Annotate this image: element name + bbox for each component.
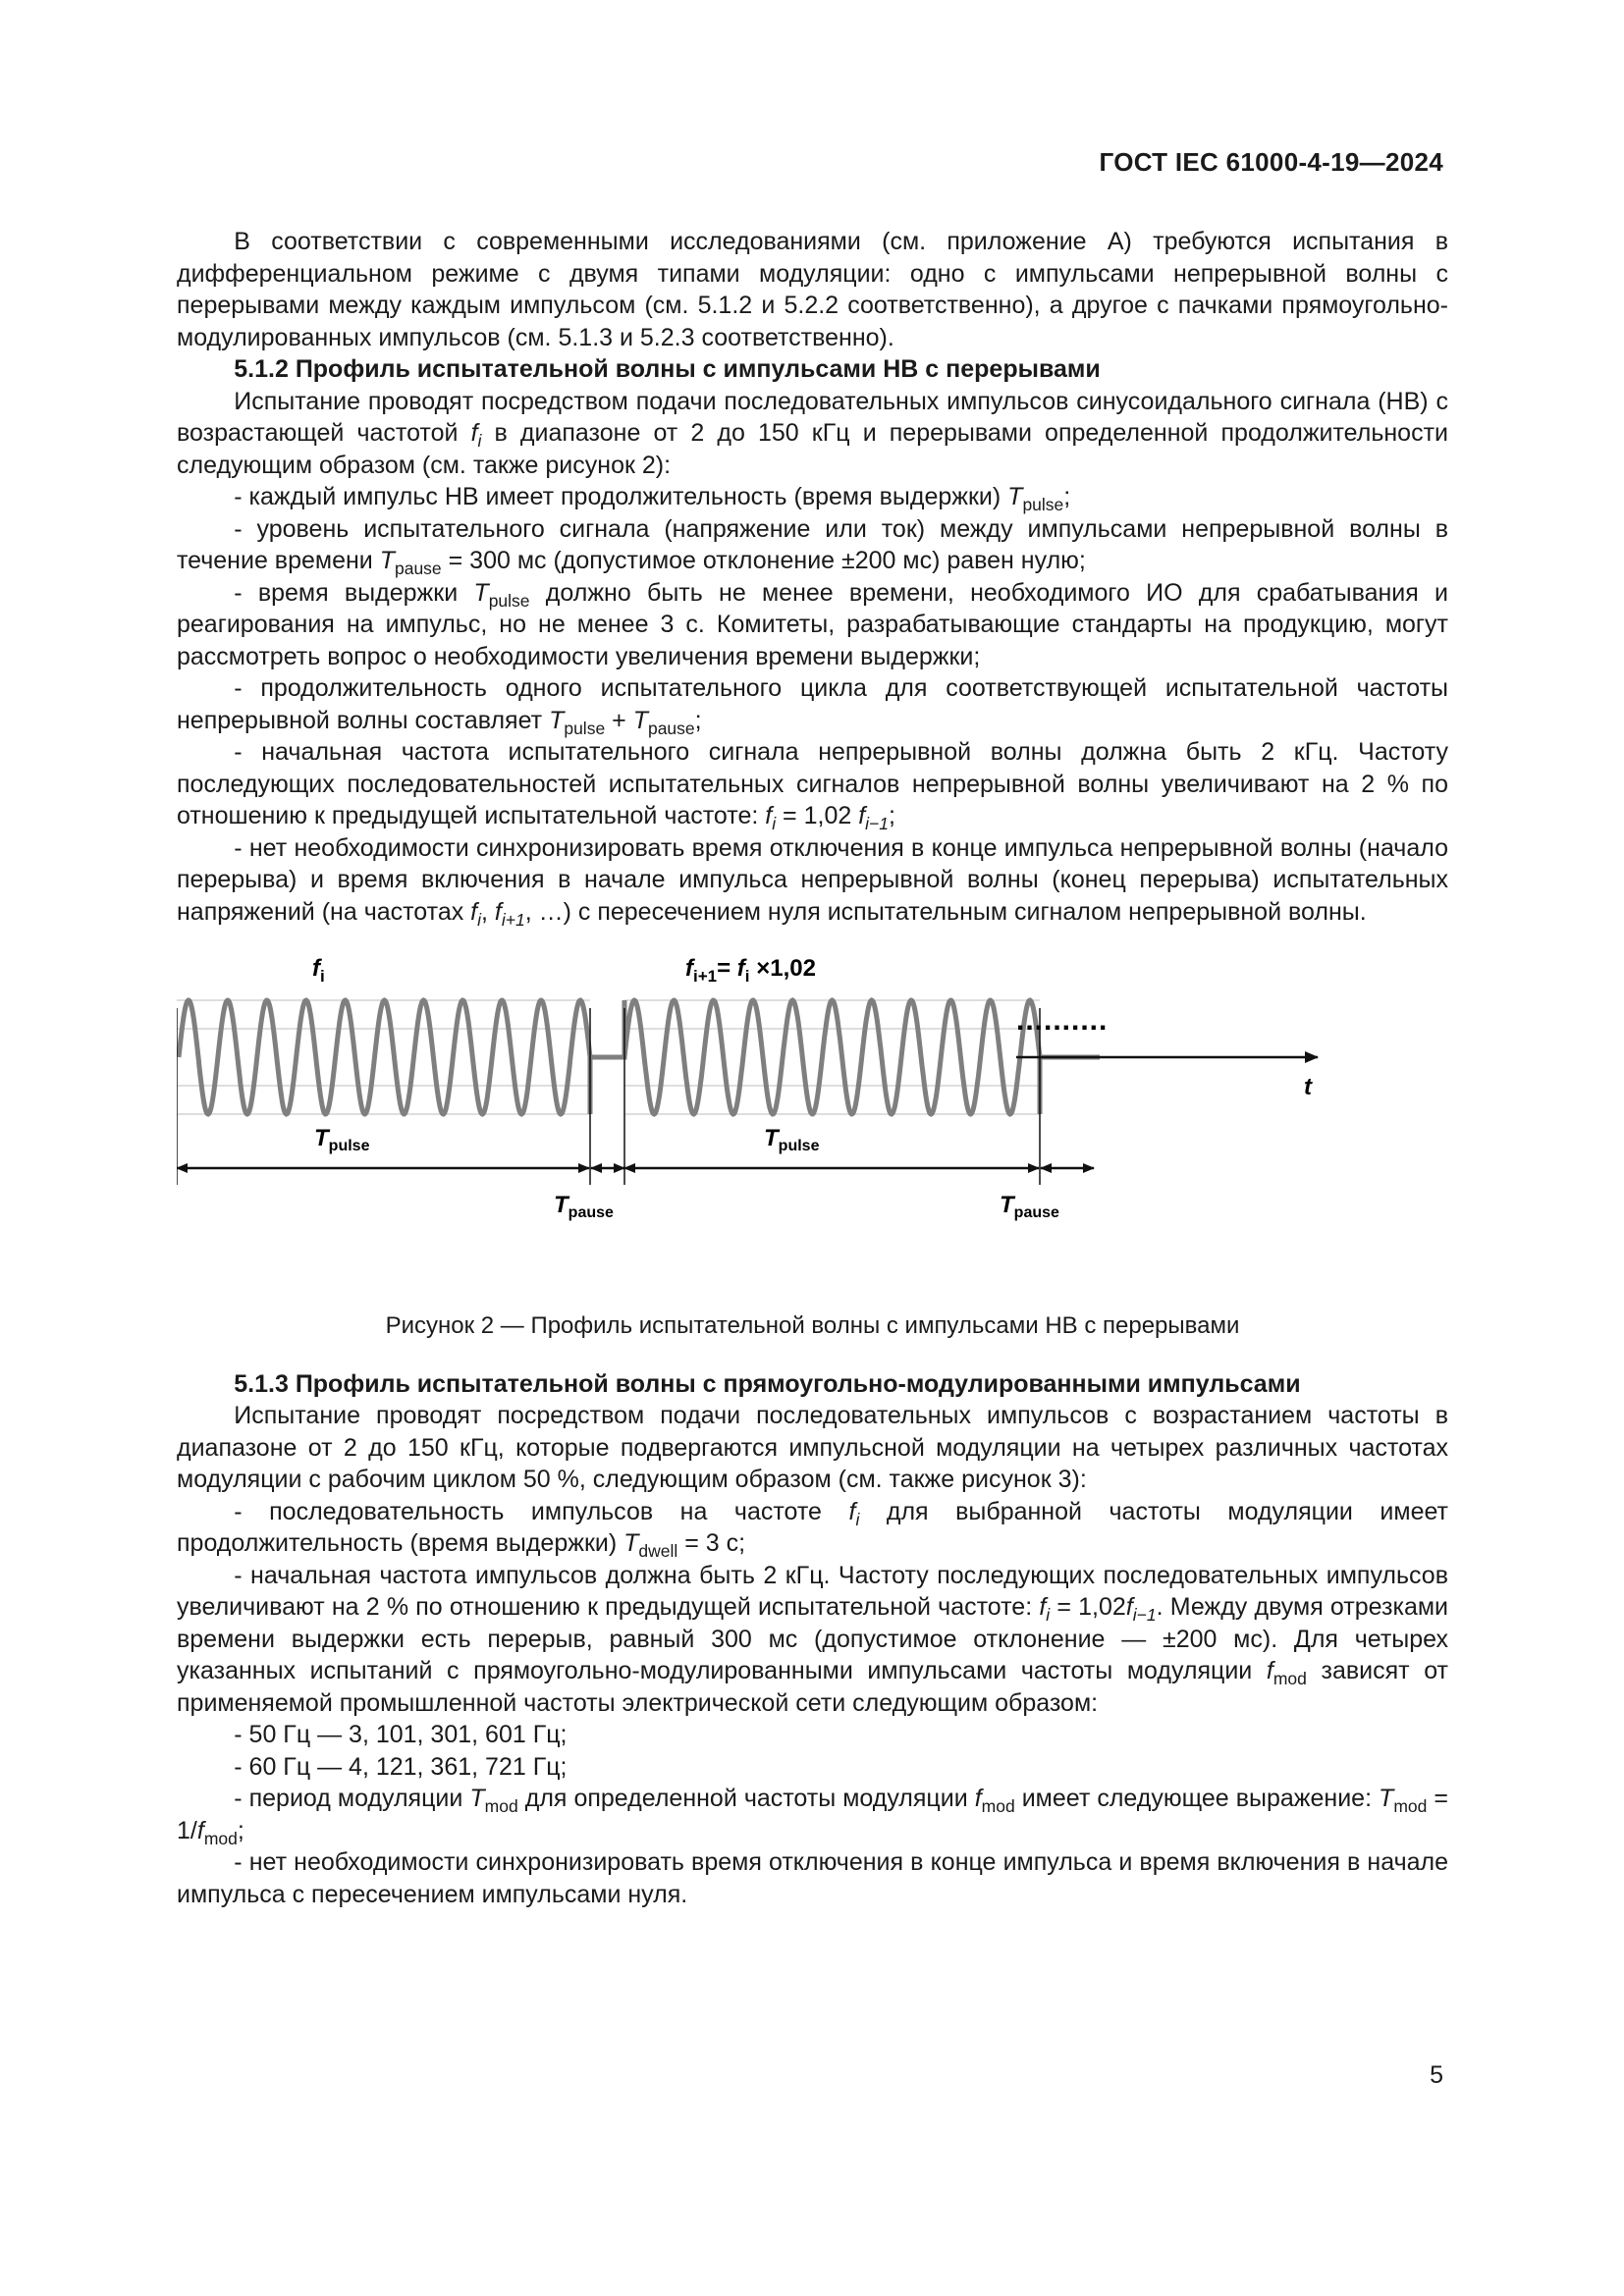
wave-diagram (177, 949, 1448, 1303)
tpause-label: $T_{pause}$ (1000, 1192, 1059, 1221)
list-item: - нет необходимости синхронизировать время отключения в конце импульса непрерывной волны (начало перерыва) и время включения в начале импульса непрерывной волны (конец перерыва) испытательных напряжений (на частотах $f_i$, $f_{i+1}$, …) с пересечением нуля испытательным сигналом непрерывной волны. (177, 833, 1448, 930)
frequency-label-fi: $f_i$ (312, 955, 325, 986)
section-5-1-2-paragraph: Испытание проводят посредством подачи последовательных импульсов синусоидального сигнала (НВ) с возрастающей частотой $f_i$ в диапазоне от 2 до 150 кГц и перерывами определенной продолжительности следующим образом (см. также рисунок 2): (177, 387, 1448, 479)
page-number: 5 (1430, 2061, 1443, 2089)
list-item: - продолжительность одного испытательного цикла для соответствующей испытательной частоты непрерывной волны составляет $T_{pulse} + T_{pause}$; (177, 674, 1448, 738)
list-item: - 60 Гц — 4, 121, 361, 721 Гц; (234, 1752, 568, 1781)
tpulse-label: $T_{pulse}$ (314, 1125, 370, 1154)
list-item: - нет необходимости синхронизировать время отключения в конце импульса и время включения в начале импульса с пересечением импульсами нуля. (177, 1848, 1448, 1908)
section-5-1-3-heading: 5.1.3 Профиль испытательной волны с прямоугольно-модулированными импульсами (234, 1369, 1301, 1398)
list-item: - последовательность импульсов на частоте $f_i$ для выбранной частоты модуляции имеет продолжительность (время выдержки) $T_{dwell} = 3$ с; (177, 1497, 1448, 1562)
continuation-dots: .......... (1016, 1004, 1109, 1037)
cw-pulse-2 (624, 1000, 1040, 1114)
body-text (177, 226, 1448, 1910)
list-item: - 50 Гц — 3, 101, 301, 601 Гц; (234, 1721, 568, 1748)
document-header: ГОСТ IEC 61000-4-19—2024 (1099, 147, 1443, 177)
section-5-1-2-heading: 5.1.2 Профиль испытательной волны с импульсами НВ с перерывами (234, 355, 1101, 383)
frequency-label-fi1: $f_{i+1}= f_i \times 1,02$ (685, 955, 816, 986)
section-5-1-3-paragraph: Испытание проводят посредством подачи последовательных импульсов с возрастанием частоты в диапазоне от 2 до 150 кГц, которые подвергаются импульсной модуляции на четырех различных частотах модуляции с рабочим циклом 50 %, следующим образом (см. также рисунок 3): (177, 1402, 1448, 1493)
tpulse-label: $T_{pulse}$ (764, 1125, 820, 1154)
list-item: - начальная частота испытательного сигнала непрерывной волны должна быть 2 кГц. Частоту последующих последовательностей испытательных сигналов непрерывной волны увеличивают на 2 % по отношению к предыдущей испытательной частоте: $f_i = 1,02$ $f_{i-1}$; (177, 738, 1448, 834)
list-item: - начальная частота импульсов должна быть 2 кГц. Частоту последующих последовательных импульсов увеличивают на 2 % по отношению к предыдущей испытательной частоте: $f_i = 1,02f_{i-1}$. Между двумя отрезками времени выдержки есть перерыв, равный 300 мс (допустимое отклонение — ±200 мс). Для четырех указанных испытаний с прямоугольно-модулированными импульсами частоты модуляции $f_{mod}$ зависят от применяемой промышленной частоты электрической сети следующим образом: (177, 1561, 1449, 1717)
cw-pulse-1 (179, 1000, 590, 1114)
figure-2-caption: Рисунок 2 — Профиль испытательной волны с импульсами НВ с перерывами (385, 1312, 1240, 1339)
list-item: - время выдержки $T_{pulse}$ должно быть не менее времени, необходимого ИО для срабатывания и реагирования на импульс, но не менее 3 с. Комитеты, разрабатывающие стандарты на продукцию, могут рассмотреть вопрос о необходимости увеличения времени выдержки; (177, 578, 1448, 670)
list-item: - уровень испытательного сигнала (напряжение или ток) между импульсами непрерывной волны в течение времени $T_{pause} = 300$ мс (допустимое отклонение ±200 мс) равен нулю; (177, 514, 1448, 579)
list-item: - период модуляции $T_{mod}$ для определенной частоты модуляции $f_{mod}$ имеет следующее выражение: $T_{mod} = 1/f_{mod}$; (177, 1785, 1448, 1848)
figure-2 (177, 949, 1448, 1303)
tpause-label: $T_{pause}$ (554, 1192, 614, 1221)
time-axis-label: t (1304, 1074, 1312, 1100)
list-item: - каждый импульс НВ имеет продолжительность (время выдержки) $T_{pulse}$; (234, 483, 1071, 515)
intro-paragraph: В соответствии с современными исследованиями (см. приложение А) требуются испытания в дифференциальном режиме с двумя типами модуляции: одно с импульсами непрерывной волны с перерывами между каждым импульсом (см. 5.1.2 и 5.2.2 соответственно), а другое с пачками прямоугольно-модулированных импульсов (см. 5.1.3 и 5.2.3 соответственно). (177, 228, 1448, 351)
